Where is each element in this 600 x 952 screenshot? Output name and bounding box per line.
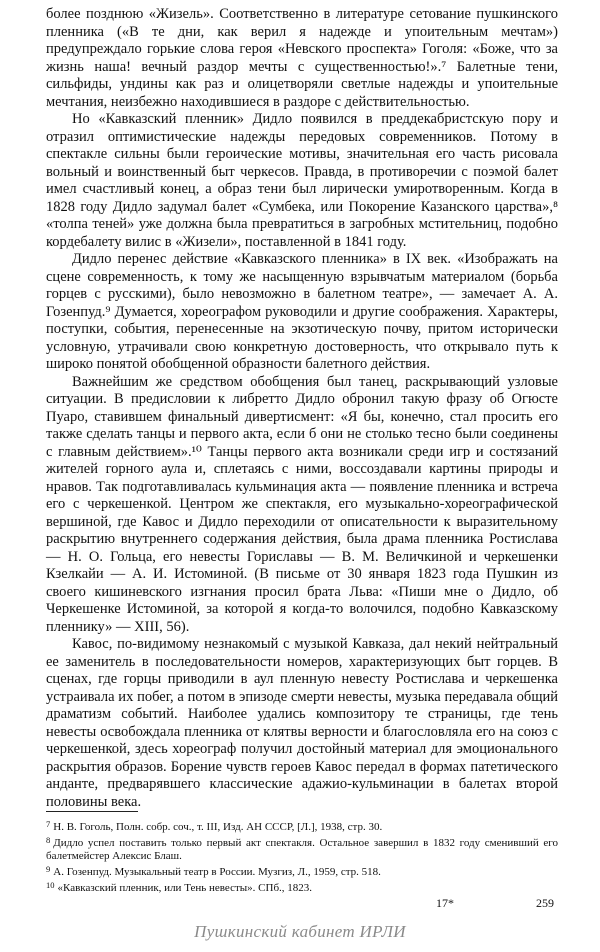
printer-signature: 17* xyxy=(436,896,454,910)
footnote-text: Н. В. Гоголь, Полн. собр. соч., т. III, Изд. АН СССР, [Л.], 1938, стр. 30. xyxy=(53,821,383,833)
footnote-text: Дидло успел поставить только первый акт спектакля. Остальное завершил в 1832 году сменивший его балетмейстер Алексис Блаш. xyxy=(46,837,558,862)
paragraph-4: Важнейшим же средством обобщения был танец, раскрывающий узловые ситуации. В предисловии к либретто Дидло обронил такую фразу об Огюсте Пуаро, ставившем финальный дивертисмент: «Я бы, конечно, стал просить его также сделать танцы и первого акта, если б они не столько тесно были соединены с главным действием».¹⁰ Танцы первого акта возникали среди игр и состязаний жителей горного аула и, сплетаясь с ними, воссоздавали картины природы и нравов. Так подготавливалась кульминация акта — появление пленника и встреча его с черкешенкой. Центром же спектакля, его музыкально-хореографической вершиной, где Кавос и Дидло переходили от описательности к выразительному раскрытию внутреннего содержания действия, была драма пленника Ростислава — Н. О. Гольца, его невесты Гориславы — В. М. Величкиной и черкешенки Кзелкайи — А. И. Истоминой. (В письме от 30 января 1823 года Пушкин из своего кишиневского изгнания просил брата Льва: «Пиши мне о Дидло, об Черкешенке Истоминой, за которой я когда-то волочился, подобно Кавказскому пленнику» — XIII, 56). xyxy=(46,373,558,635)
library-watermark: Пушкинский кабинет ИРЛИ xyxy=(194,922,406,941)
footnote-7 xyxy=(46,818,558,834)
page-number: 259 xyxy=(536,896,554,910)
footnote-number: 8 xyxy=(46,835,51,845)
footnote-number: 9 xyxy=(46,864,51,874)
footnote-separator xyxy=(46,811,138,812)
footnote-9 xyxy=(46,863,558,879)
footnote-number: 10 xyxy=(46,880,55,890)
footnote-text: А. Гозенпуд. Музыкальный театр в России. Музгиз, Л., 1959, стр. 518. xyxy=(53,866,381,878)
footnote-number: 7 xyxy=(46,819,51,829)
paragraph-1: более позднюю «Жизель». Соответственно в литературе сетование пушкинского пленника («В те дни, как верил я надежде и упоительным мечтам») предупреждало горькие слова героя «Невского проспекта» Гоголя: «Боже, что за жизнь наша! вечный раздор мечты с существенностью!».⁷ Балетные тени, сильфиды, ундины как раз и олицетворяли светлые надежды и упоительные мечтания, неизбежно находившиеся в раздоре с действительностью. xyxy=(46,6,558,110)
paragraph-5: Кавос, по-видимому незнакомый с музыкой Кавказа, дал некий нейтральный ее заменитель в последовательности номеров, характеризующих быт горцев. В сценах, где горцы приводили в аул пленную невесту Ростислава и черкешенка устраивала их побег, а потом в эпизоде смерти невесты, музыка передавала общий драматизм событий. Наиболее удались композитору те страницы, где тень невесты освобождала пленника от клятвы верности и благословляла его на союз с черкешенкой, здесь хореограф получил достойный материал для эмоционального раскрытия образов. Борение чувств героев Кавос передал в формах патетического анданте, предварявшего классические адажио-кульминации в балетах второй половины века. xyxy=(46,636,558,810)
paragraph-3: Дидло перенес действие «Кавказского пленника» в IX век. «Изображать на сцене современность, к тому же насыщенную взрывчатым материалом (борьба горцев с русскими), было невозможно в балетном театре», — замечает А. А. Гозенпуд.⁹ Думается, хореографом руководили и другие соображения. Характеры, поступки, события, перенесенные на экзотическую почву, притом исторически условную, утрачивали свою конкретную достоверность, что открывало путь к широко понятой обобщенной образности балетного действия. xyxy=(46,251,558,372)
main-text xyxy=(46,6,558,811)
footnote-10 xyxy=(46,879,558,895)
footnote-8 xyxy=(46,834,558,863)
footnotes xyxy=(46,818,558,895)
paragraph-2: Но «Кавказский пленник» Дидло появился в преддекабристскую пору и отразил оптимистические надежды передовых современников. Потому в спектакле сильны были героические мотивы, значительная его часть рисовала вольный и воинственный быт черкесов. Правда, в противоречии с поэмой балет имел счастливый конец, а образ тени был лирически умиротворенным. Когда в 1828 году Дидло задумал балет «Сумбека, или Покорение Казанского царства»,⁸ «толпа теней» уже должна была превратиться в загробных мстительниц, подобно кордебалету вилис в «Жизели», поставленной в 1841 году. xyxy=(46,111,558,250)
footnote-text: «Кавказский пленник, или Тень невесты». СПб., 1823. xyxy=(57,882,313,894)
